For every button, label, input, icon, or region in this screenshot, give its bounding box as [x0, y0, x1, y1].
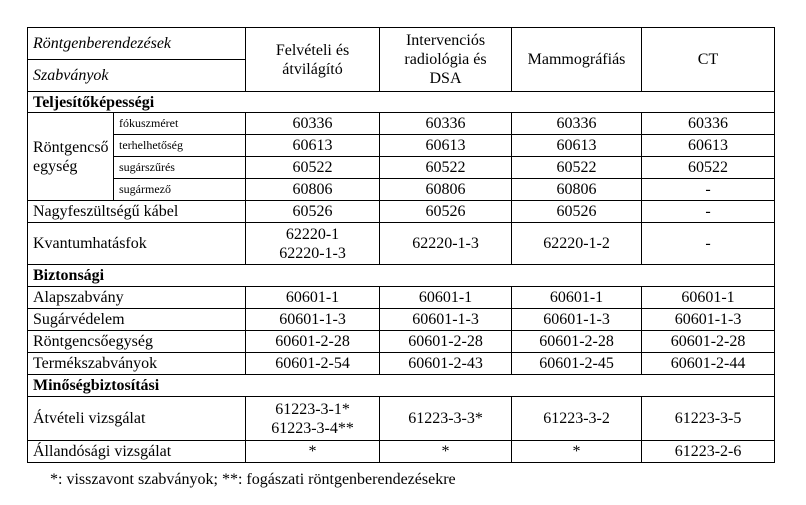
cell-value: 60601-1	[380, 287, 512, 309]
header-col-interventional-line3: DSA	[429, 70, 462, 87]
header-standards-label: Szabványok	[28, 60, 246, 92]
cell-value: 60613	[246, 135, 380, 157]
row-label-product-standards: Termékszabványok	[28, 353, 246, 375]
cell-value: 60526	[246, 201, 380, 223]
cell-value: 60601-1	[246, 287, 380, 309]
cell-value: -	[642, 201, 775, 223]
cell-value: 60522	[380, 157, 512, 179]
row-label-constancy-test: Állandósági vizsgálat	[28, 441, 246, 463]
section-title-safety: Biztonsági	[28, 265, 775, 287]
cell-value: *	[246, 441, 380, 463]
row-label-acceptance-test: Átvételi vizsgálat	[28, 397, 246, 441]
cell-value-line: 62220-1-3	[279, 244, 346, 262]
cell-value: 61223-2-6	[642, 441, 775, 463]
cell-value-line: 61223-3-1*	[275, 400, 350, 418]
cell-value: 60601-1-3	[512, 309, 642, 331]
header-col-interventional-line1: Intervenciós	[405, 32, 486, 49]
cell-value: 61223-3-5	[642, 397, 775, 441]
cell-value: 60522	[512, 157, 642, 179]
header-col-radiography	[246, 28, 380, 92]
tube-unit-label-line1: Röntgencső	[33, 138, 109, 156]
cell-value: 60601-2-44	[642, 353, 775, 375]
cell-value: 60601-1-3	[246, 309, 380, 331]
tube-unit-label-line2: egység	[33, 157, 78, 175]
cell-value: 60601-2-43	[380, 353, 512, 375]
row-label-basic-standard: Alapszabvány	[28, 287, 246, 309]
section-title-performance: Teljesítőképességi	[28, 92, 775, 113]
cell-value: 62220-1-2	[512, 223, 642, 265]
footnote: *: visszavont szabványok; **: fogászati röntgenberendezésekre	[50, 471, 456, 488]
cell-value: *	[512, 441, 642, 463]
cell-value: 60613	[512, 135, 642, 157]
cell-value: 60522	[246, 157, 380, 179]
header-col-radiography-line2: átvilágító	[282, 60, 343, 78]
header-col-radiography-line1: Felvételi és	[275, 41, 350, 59]
header-col-interventional-line2: radiológia és	[404, 51, 487, 68]
cell-value: 60526	[380, 201, 512, 223]
cell-value: 61223-3-3*	[380, 397, 512, 441]
cell-value: 60613	[380, 135, 512, 157]
cell-value: 61223-3-2	[512, 397, 642, 441]
cell-value: 60601-1	[642, 287, 775, 309]
tube-unit-group-label	[28, 113, 114, 201]
row-label-radiation-protection: Sugárvédelem	[28, 309, 246, 331]
cell-value	[246, 397, 380, 441]
standards-table-container	[27, 27, 775, 463]
cell-value: 60613	[642, 135, 775, 157]
cell-value: -	[642, 223, 775, 265]
cell-value: 60806	[380, 179, 512, 201]
cell-value-line: 61223-3-4**	[271, 419, 354, 437]
row-label-focal-spot: fókuszméret	[114, 113, 246, 135]
header-col-ct: CT	[642, 28, 775, 92]
row-label-dqe: Kvantumhatásfok	[28, 223, 246, 265]
row-label-hv-cable: Nagyfeszültségű kábel	[28, 201, 246, 223]
row-label-load: terhelhetőség	[114, 135, 246, 157]
cell-value: 62220-1-3	[380, 223, 512, 265]
header-col-interventional	[380, 28, 512, 92]
cell-value: 60601-2-28	[642, 331, 775, 353]
cell-value: 60601-2-54	[246, 353, 380, 375]
cell-value: 60336	[642, 113, 775, 135]
row-label-filtration: sugárszűrés	[114, 157, 246, 179]
cell-value: 60601-2-28	[246, 331, 380, 353]
cell-value: 60601-1-3	[380, 309, 512, 331]
cell-value: 60336	[380, 113, 512, 135]
cell-value: 60806	[246, 179, 380, 201]
cell-value: *	[380, 441, 512, 463]
cell-value: -	[642, 179, 775, 201]
standards-table	[27, 27, 775, 463]
cell-value: 60526	[512, 201, 642, 223]
cell-value: 60601-2-45	[512, 353, 642, 375]
cell-value: 60336	[512, 113, 642, 135]
cell-value	[246, 223, 380, 265]
cell-value: 60522	[642, 157, 775, 179]
cell-value: 60806	[512, 179, 642, 201]
row-label-field: sugármező	[114, 179, 246, 201]
cell-value: 60601-1	[512, 287, 642, 309]
header-col-mammography: Mammográfiás	[512, 28, 642, 92]
header-equipment-label: Röntgenberendezések	[28, 28, 246, 60]
cell-value: 60601-2-28	[512, 331, 642, 353]
cell-value: 60601-1-3	[642, 309, 775, 331]
cell-value: 60336	[246, 113, 380, 135]
section-title-quality: Minőségbiztosítási	[28, 375, 775, 397]
cell-value: 60601-2-28	[380, 331, 512, 353]
cell-value-line: 62220-1	[285, 225, 340, 243]
row-label-tube-assembly: Röntgencsőegység	[28, 331, 246, 353]
